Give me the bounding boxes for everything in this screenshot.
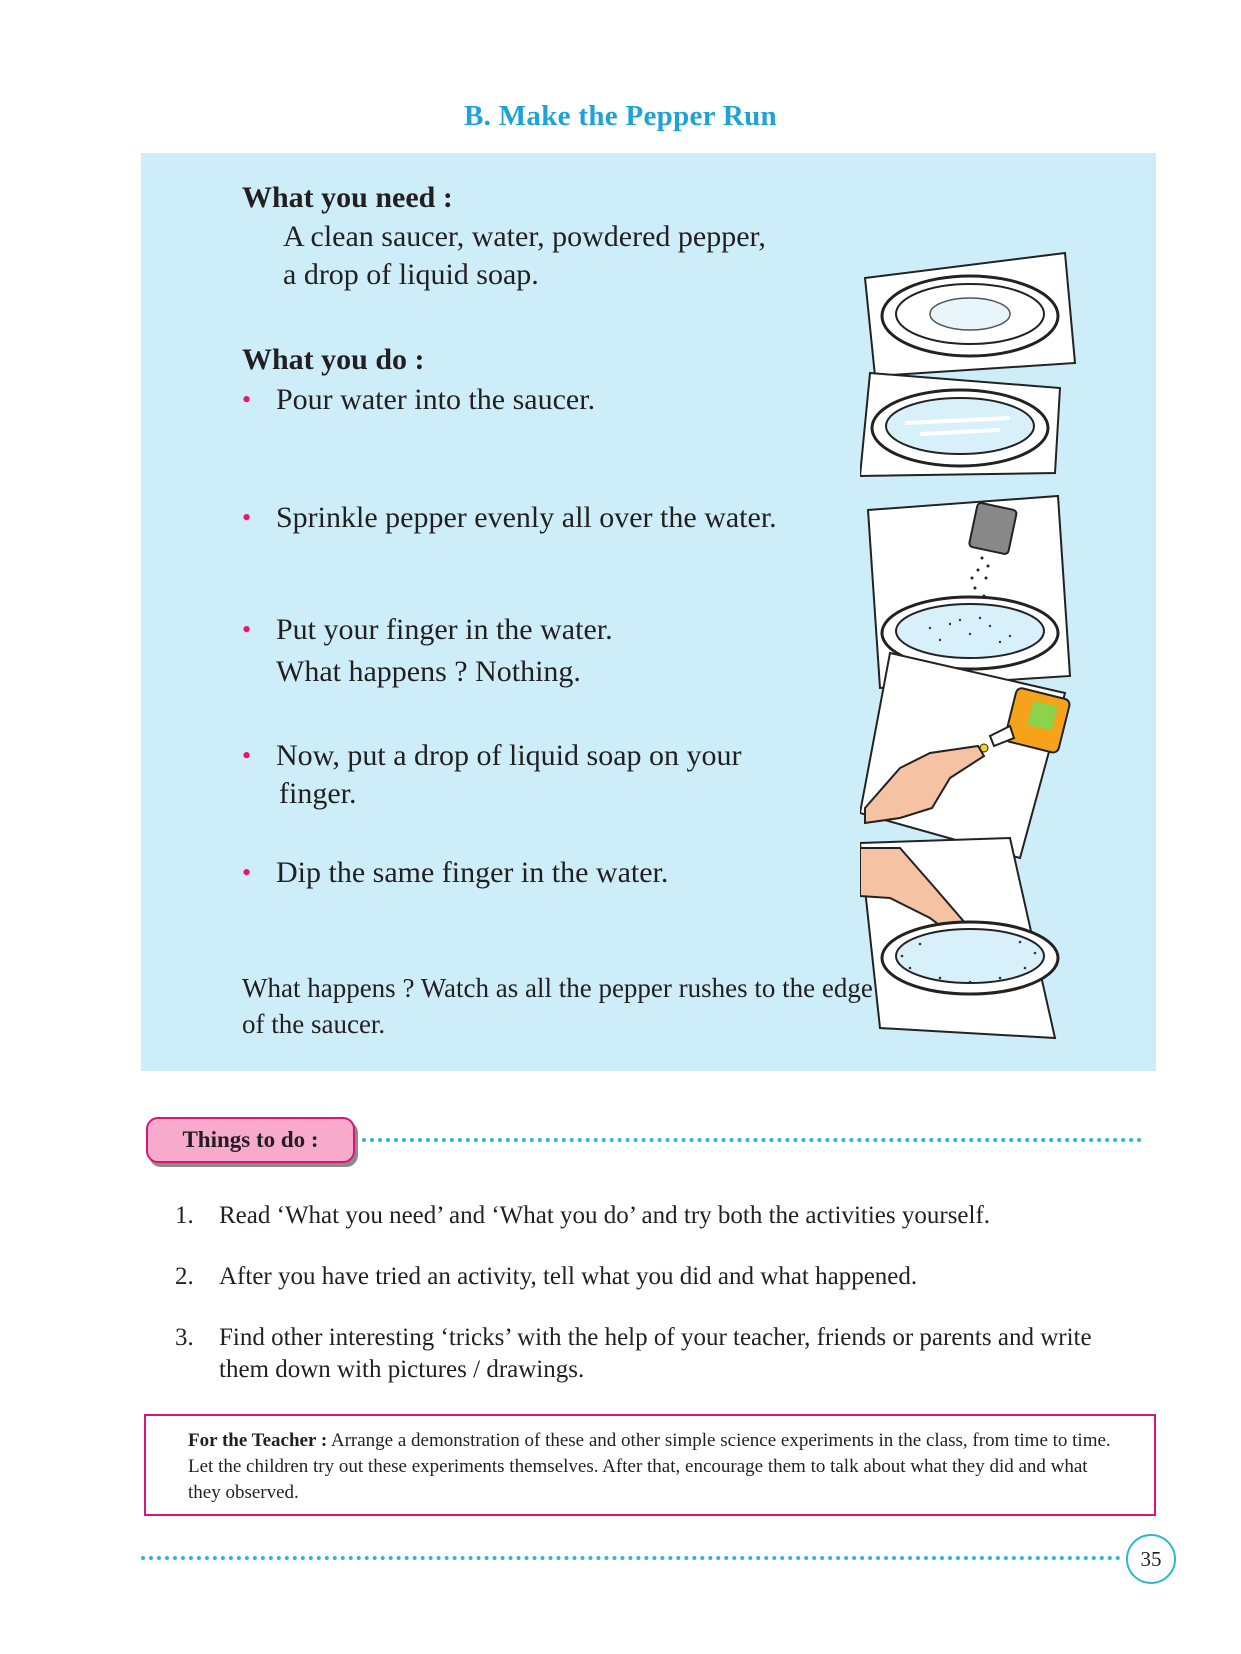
what-you-need-text [283, 218, 843, 294]
list-item: 1. Read ‘What you need’ and ‘What you do’ and try both the activities yourself. [175, 1202, 991, 1229]
bullet-icon: • [242, 503, 252, 532]
list-item: 2. After you have tried an activity, tell what you did and what happened. [175, 1263, 918, 1290]
things-to-do-list [175, 1200, 1135, 1415]
activity-box: What you need : A clean saucer, water, powdered pepper, a drop of liquid soap. What you do : • Pour water into the saucer. • Sprinkle pepper evenly all over the water. • Put your finger in the water. What happens ? Nothing. • Now, put a drop of liquid soap on your finger. • Dip the same finger in the water. What happens ? Watch as all the pepper rushes to the edge of the saucer. [141, 153, 1156, 1071]
conclusion-text: What happens ? Watch as all the pepper rushes to the edge of the saucer. [242, 973, 873, 1039]
teacher-note-text: Arrange a demonstration of these and other simple science experiments in the class, from time to time. Let the children try out these experiments themselves. After that, encourage them to talk about what they did and what they observed. [188, 1430, 1111, 1503]
things-to-do-tag: Things to do : [146, 1117, 355, 1163]
teacher-note [144, 1414, 1156, 1516]
teacher-note-label: For the Teacher : [188, 1430, 328, 1451]
soap-finger-illustration [860, 653, 1071, 858]
what-you-do-heading: What you do : [242, 343, 425, 376]
page-title: B. Make the Pepper Run [464, 100, 777, 132]
need-line: A clean saucer, water, powdered pepper, [283, 220, 766, 253]
list-item: 3. Find other interesting ‘tricks’ with the help of your teacher, friends or parents and write them down with pictures / drawings. [175, 1324, 1092, 1383]
bullet-icon: • [242, 615, 252, 644]
dip-finger-illustration [860, 838, 1058, 1038]
saucer-water-illustration [860, 373, 1060, 476]
bullet-icon: • [242, 385, 252, 414]
experiment-illustrations [860, 248, 1090, 1088]
need-line: a drop of liquid soap. [283, 258, 539, 291]
bullet-icon: • [242, 741, 252, 770]
saucer-empty-illustration [865, 253, 1075, 376]
things-dotted-rule [362, 1138, 1142, 1142]
bullet-icon: • [242, 858, 252, 887]
page-number: 35 [1126, 1534, 1176, 1584]
footer-dotted-rule [141, 1556, 1121, 1560]
what-you-need-heading: What you need : [242, 181, 453, 214]
